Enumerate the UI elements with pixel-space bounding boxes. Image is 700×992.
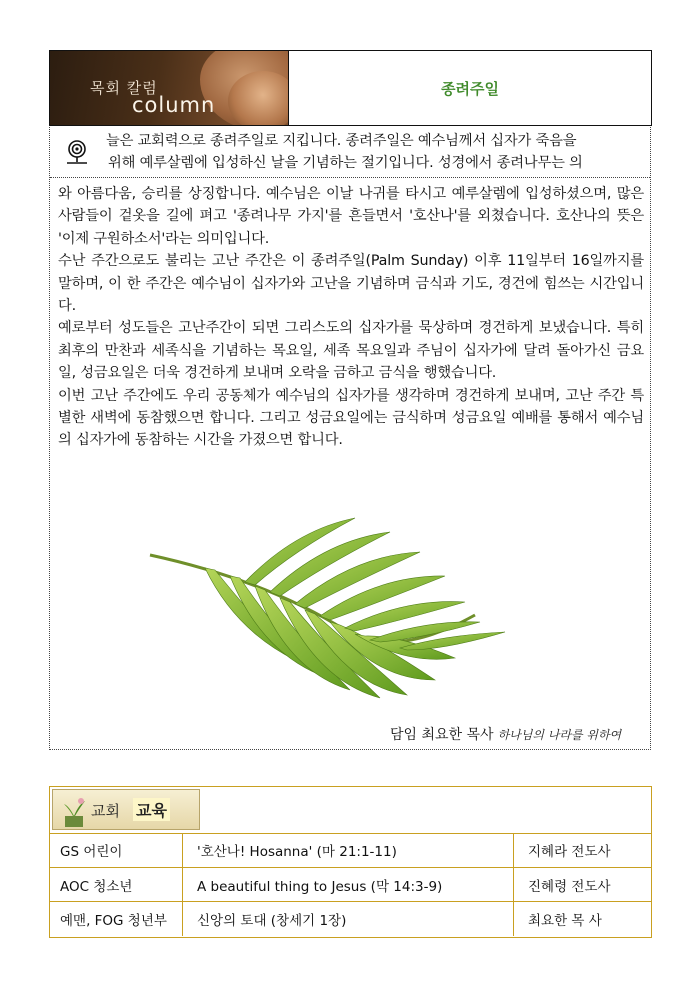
table-row xyxy=(50,867,651,902)
body-paragraph: 와 아름다움, 승리를 상징합니다. 예수님은 이날 나귀를 타시고 예루살렘에 입성하셨으며, 많은 사람들이 겉옷을 길에 펴고 '종려나무 가지'를 흔들면서 '호산나'를 외쳤습니다. 호산나의 뜻은 '이제 구원하소서'라는 의미입니다. xyxy=(58,186,644,247)
education-table xyxy=(49,786,652,938)
signature-name: 담임 최요한 목사 xyxy=(390,727,494,743)
body-paragraph: 예로부터 성도들은 고난주간이 되면 그리스도의 십자가를 묵상하며 경건하게 보냈습니다. 특히 최후의 만찬과 세족식을 기념하는 목요일, 세족 목요일과 주님이 십자가에 달려 돌아가신 금요일, 성금요일은 더욱 경건하게 보내며 오락을 금하고 금식을 행했습니다. xyxy=(58,320,644,382)
lesson-cell: '호산나! Hosanna' (마 21:1-11) xyxy=(183,833,514,867)
column-intro xyxy=(50,126,650,178)
signature-script: 하나님의 나라를 위하여 xyxy=(497,728,622,742)
praying-hands-highlight xyxy=(228,71,288,125)
column-banner xyxy=(50,51,288,125)
group-cell: AOC 청소년 xyxy=(50,868,183,902)
body-paragraph: 수난 주간으로도 불리는 고난 주간은 이 종려주일(Palm Sunday) 이후 11일부터 16일까지를 말하며, 이 한 주간은 예수님이 십자가와 고난을 기념하며 금식과 기도, 경건에 힘쓰는 시간입니다. xyxy=(58,253,644,315)
plant-icon xyxy=(61,796,87,828)
banner-word-church: 교회 xyxy=(91,802,120,820)
table-row xyxy=(50,833,651,867)
banner-korean-label: 목회 칼럼 xyxy=(90,79,158,97)
column-body xyxy=(58,183,644,452)
lesson-cell: A beautiful thing to Jesus (막 14:3-9) xyxy=(183,868,514,902)
education-banner xyxy=(52,789,200,830)
banner-english-label: column xyxy=(132,93,216,117)
intro-line-1: 늘은 교회력으로 종려주일로 지킵니다. 종려주일은 예수님께서 십자가 죽음을 xyxy=(106,133,577,149)
column-header xyxy=(49,50,652,126)
body-paragraph: 이번 고난 주간에도 우리 공동체가 예수님의 십자가를 생각하며 경건하게 보내며, 고난 주간 특별한 새벽에 동참했으면 합니다. 그리고 성금요일에는 금식하며 성금요일 예배를 통해서 예수님의 십자가에 동참하는 시간을 가졌으면 합니다. xyxy=(58,387,644,449)
intro-line-2: 위해 예루살렘에 입성하신 날을 기념하는 절기입니다. 성경에서 종려나무는 의 xyxy=(108,155,583,171)
banner-word-education: 교육 xyxy=(133,798,170,821)
group-cell: 예맨, FOG 청년부 xyxy=(50,902,183,936)
column-title: 종려주일 xyxy=(288,51,651,125)
spiral-icon xyxy=(62,138,92,168)
pastor-signature xyxy=(390,724,621,744)
group-cell: GS 어린이 xyxy=(50,833,183,867)
teacher-cell: 진혜령 전도사 xyxy=(528,879,611,895)
table-row xyxy=(50,901,651,936)
palm-leaf-image xyxy=(145,510,520,705)
lesson-cell: 신앙의 토대 (창세기 1장) xyxy=(183,902,514,936)
teacher-cell: 최요한 목 사 xyxy=(528,913,602,929)
teacher-cell: 지혜라 전도사 xyxy=(528,844,611,860)
education-header xyxy=(50,787,651,834)
